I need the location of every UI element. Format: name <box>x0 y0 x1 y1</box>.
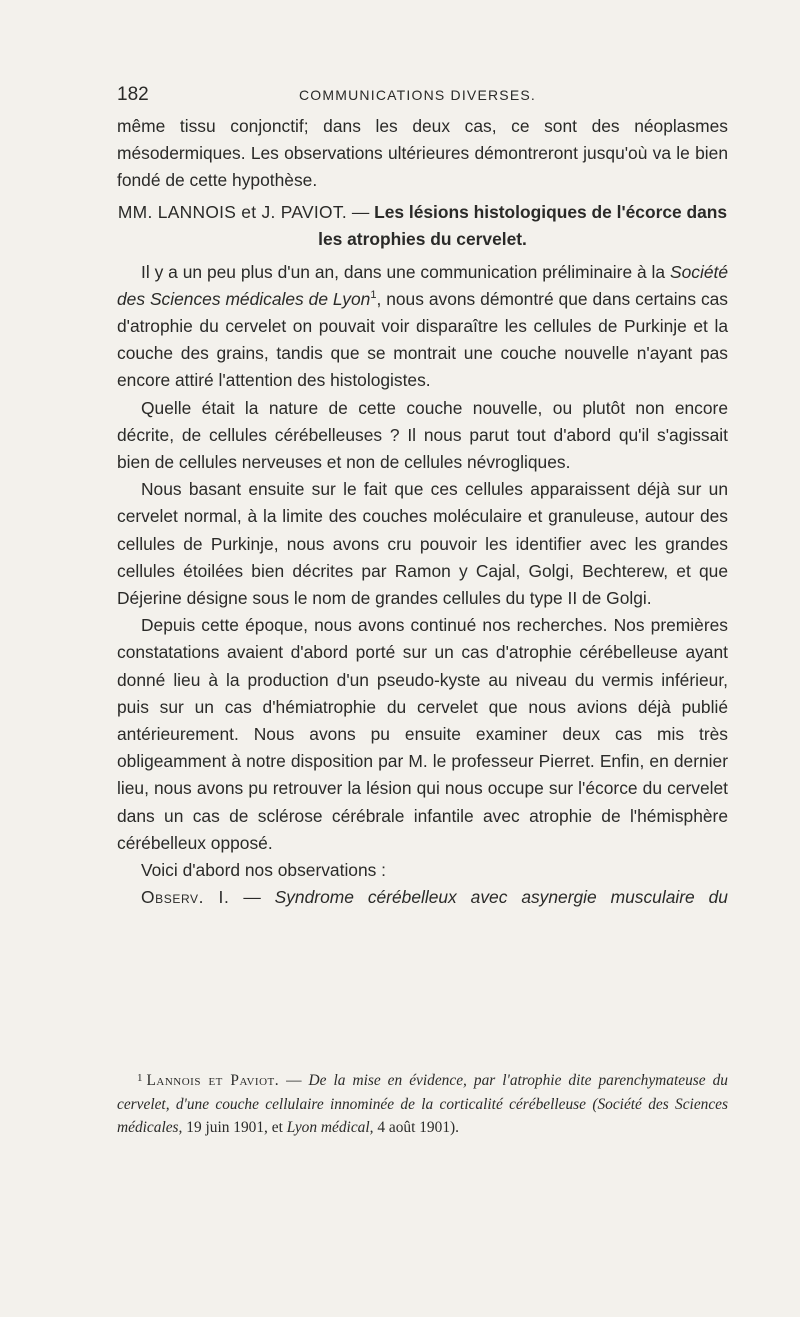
footnote-reference: 1 <box>370 289 377 302</box>
running-title: COMMUNICATIONS DIVERSES. <box>299 87 537 103</box>
paragraph-1-text-a: Il y a un peu plus d'un an, dans une communication préliminaire à la <box>141 261 666 282</box>
section-heading <box>117 199 728 253</box>
footnote-date-1: 19 juin 1901, et <box>186 1119 283 1137</box>
footnote-date-2: 4 août 1901). <box>377 1119 459 1137</box>
paragraph-2: Quelle était la nature de cette couche nouvelle, ou plutôt non encore décrite, de cellules cérébelleuses ? Il nous parut tout d'abord qu'il s'agissait bien de cellules nerveuses et non de cellules névrogliques. <box>117 397 728 473</box>
footnote-dash: — <box>286 1072 302 1089</box>
paragraph-1-text-b: , nous avons démontré que dans certains cas d'atrophie du cervelet on pouvait voir disparaître les cellules de Purkinje et la couche des grains, tandis que se montrait une couche nouvelle n'ayant pas encore attiré l'attention des histologistes. <box>117 288 729 391</box>
observation-label: Observ. I. <box>141 887 230 908</box>
paragraph-5: Voici d'abord nos observations : <box>141 860 387 881</box>
observation-title: Syndrome cérébelleux avec asynergie musculaire du <box>274 887 728 908</box>
society-name: Société des Sciences médicales de Lyon <box>117 261 728 309</box>
paragraph-1 <box>117 259 728 395</box>
observation-heading <box>117 884 728 911</box>
page-number: 182 <box>117 84 149 105</box>
paragraph-continuation: même tissu conjonctif; dans les deux cas, ce sont des néoplasmes mésodermiques. Les observations ultérieures démontreront jusqu'où va le bien fondé de cette hypothèse. <box>117 116 728 191</box>
footnote-title: De la mise en évidence, par l'atrophie dite parenchymateuse du cervelet, d'une couche cellulaire innominée de la corticalité cérébelleuse (Société des Sciences médicales, <box>117 1072 729 1137</box>
heading-dash: — <box>351 201 370 222</box>
footnote-journal: Lyon médical, <box>286 1119 374 1137</box>
paragraph-3: Nous basant ensuite sur le fait que ces cellules apparaissent déjà sur un cervelet normal, à la limite des couches moléculaire et granuleuse, autour des cellules de Purkinje, nous avons cru pouvoir les identifier avec les grandes cellules étoilées bien décrites par Ramon y Cajal, Golgi, Bechterew, et que Déjerine désigne sous le nom de grandes cellules du type II de Golgi. <box>117 479 728 609</box>
heading-title: Les lésions histologiques de l'écorce dans les atrophies du cervelet. <box>318 201 728 249</box>
footnote <box>117 1067 728 1140</box>
heading-authors: MM. LANNOIS et J. PAVIOT. <box>117 201 347 222</box>
footnote-authors: Lannois et Paviot. <box>146 1072 280 1089</box>
running-head <box>117 84 728 108</box>
body-text <box>117 113 728 911</box>
paragraph-4: Depuis cette époque, nous avons continué nos recherches. Nos premières constatations avaient d'abord porté sur un cas d'atrophie cérébelleuse ayant donné lieu à la production d'un pseudo-kyste au niveau du vermis inférieur, puis sur un cas d'hémiatrophie du cervelet que nous avions déjà publié antérieurement. Nous avons pu ensuite examiner deux cas mis très obligeamment à notre disposition par M. le professeur Pierret. Enfin, en dernier lieu, nous avons pu retrouver la lésion qui nous occupe sur l'écorce du cervelet dans un cas de sclérose cérébrale infantile avec atrophie de l'hémisphère cérébelleux opposé. <box>117 615 728 853</box>
footnote-number: 1 <box>137 1072 143 1084</box>
observation-dash: — <box>243 887 261 908</box>
